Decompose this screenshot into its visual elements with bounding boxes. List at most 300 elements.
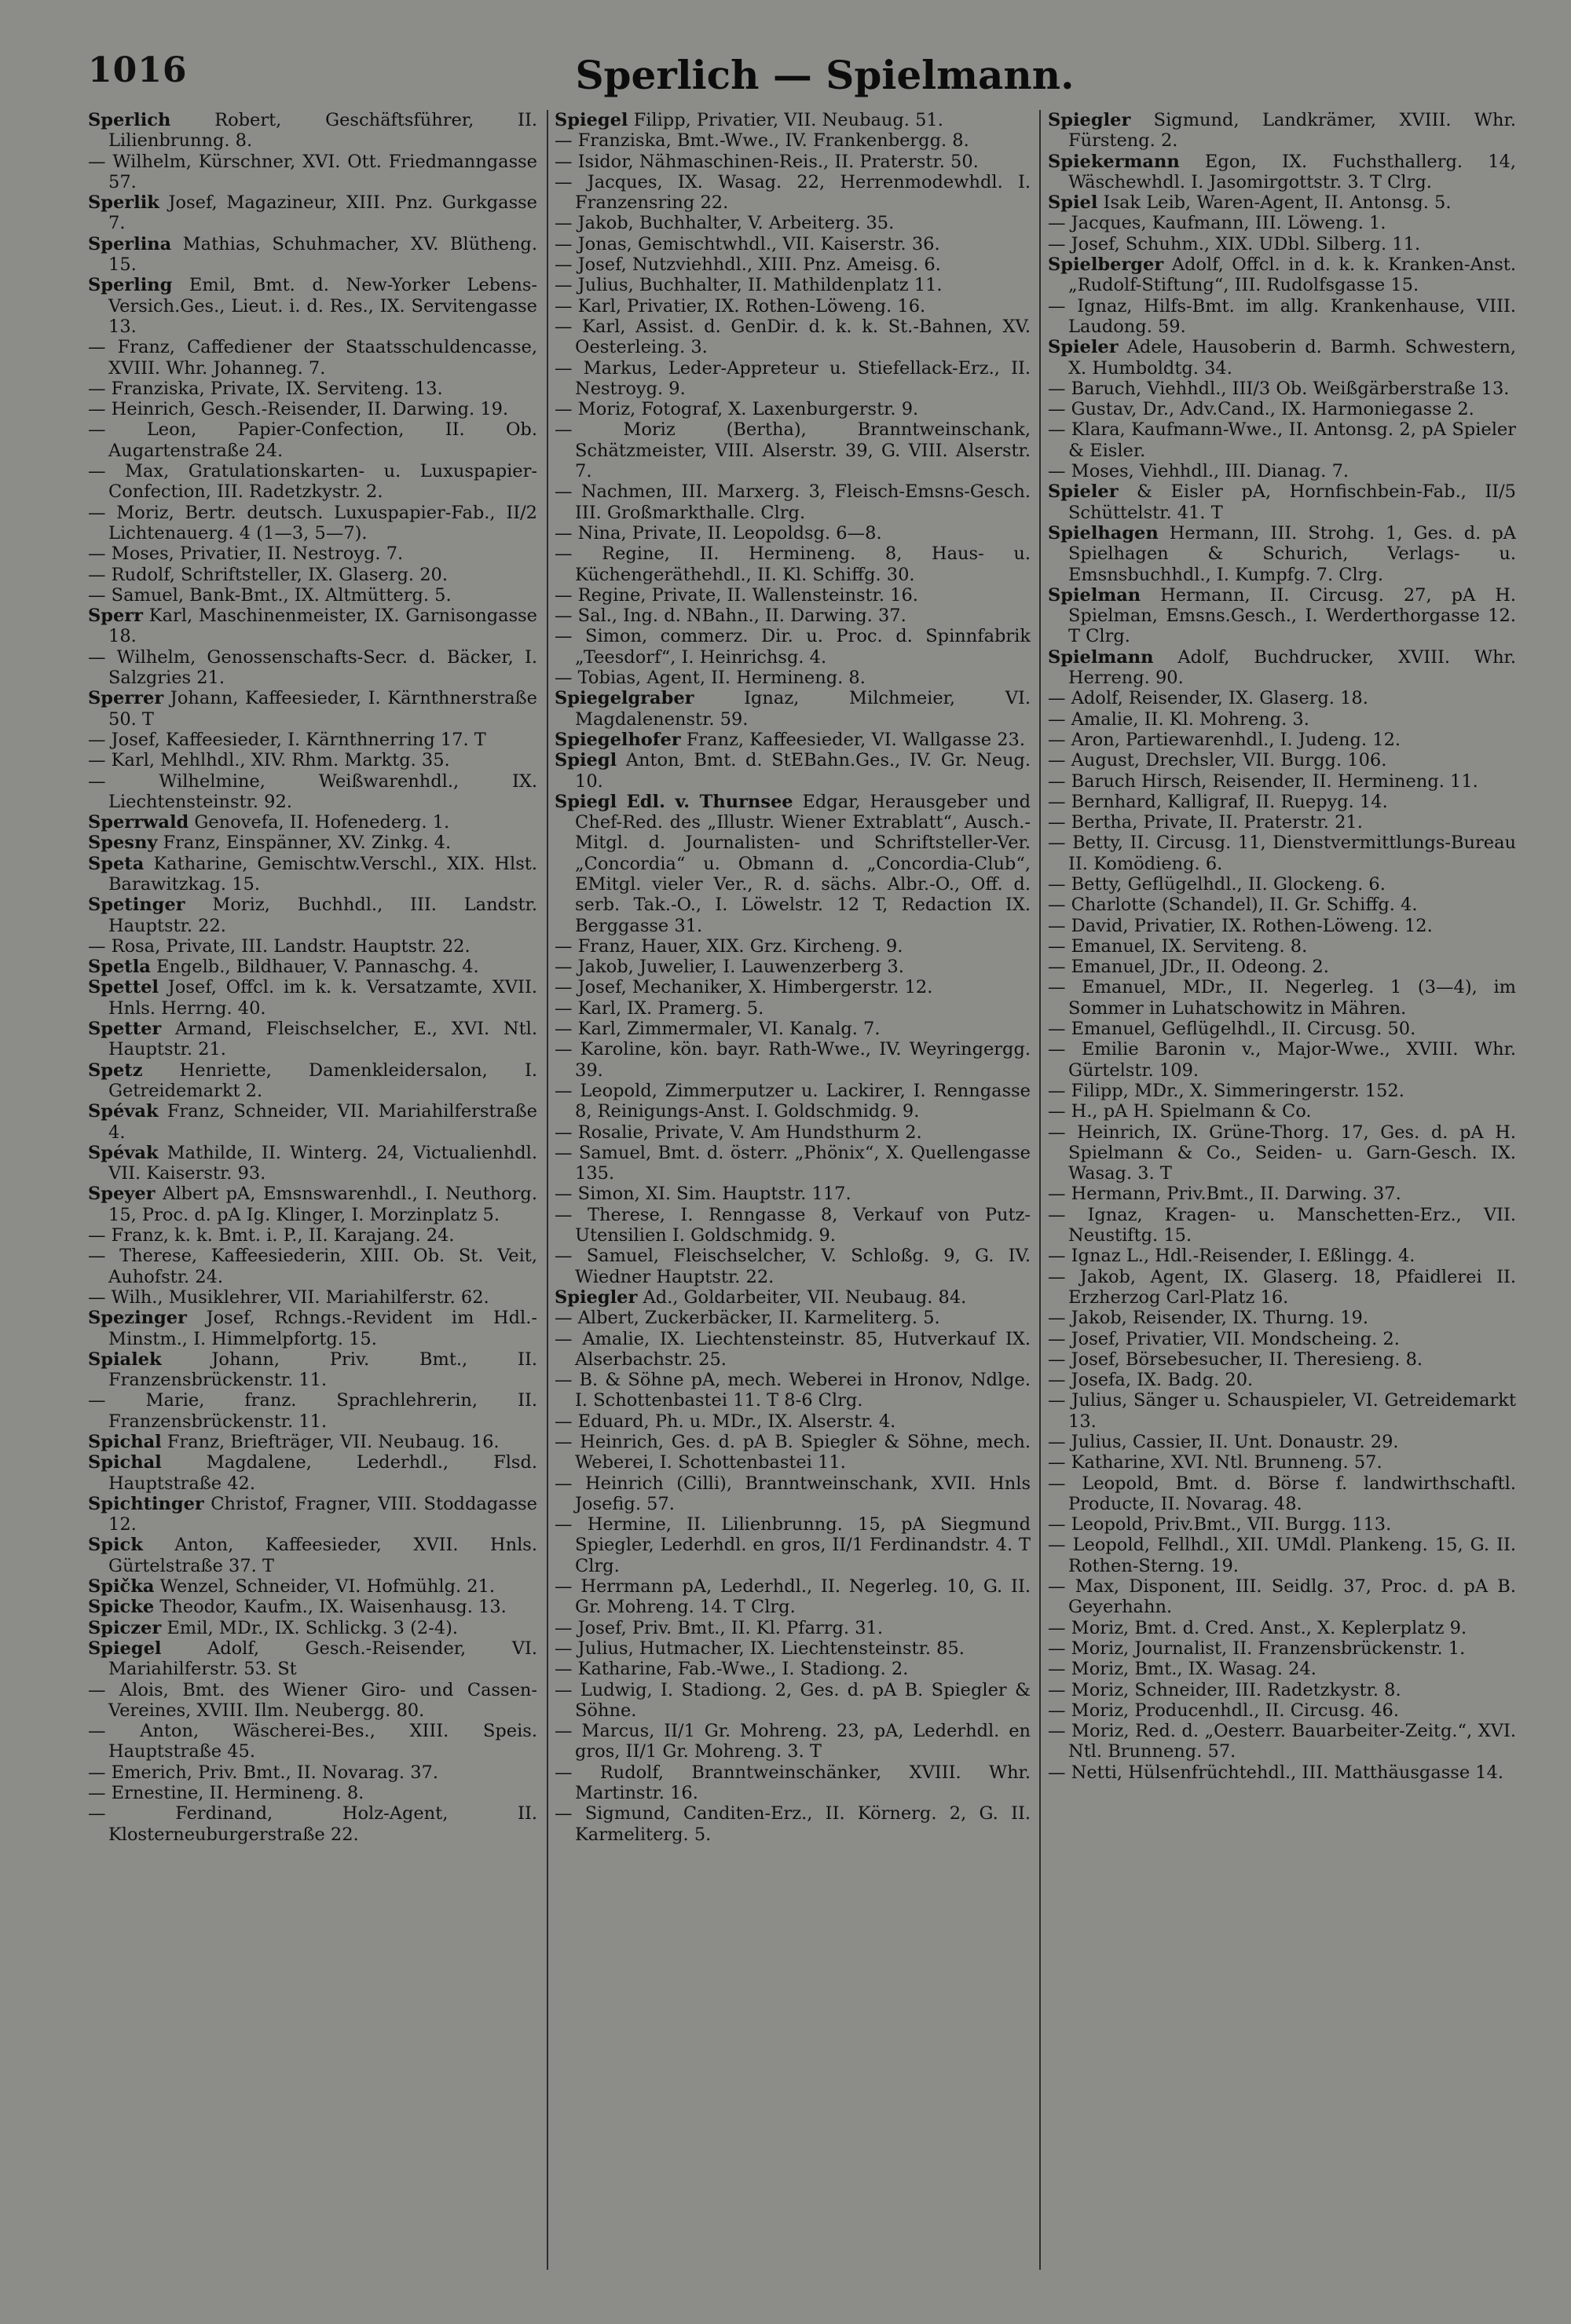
entry-details: — Wilhelm, Genossenschafts-Secr. d. Bäcker, I. Salzgries 21. [88,646,537,689]
entry-details: — Emanuel, MDr., II. Negerleg. 1 (3—4), im Sommer in Luhatschowitz in Mähren. [1048,977,1516,1019]
entry-details: — Wilhelm, Kürschner, XVI. Ott. Friedmanngasse 57. [88,151,537,192]
entry-details: — Moriz, Red. d. „Oesterr. Bauarbeiter-Zeitg.“, XVI. Ntl. Brunneng. 57. [1048,1721,1516,1762]
directory-entry [88,936,537,957]
directory-entry [88,1246,537,1287]
directory-entry [1048,296,1516,338]
entry-details: — Heinrich, Ges. d. pA B. Spiegler & Söhne, mech. Weberei, I. Schottenbastei 11. [555,1432,1031,1473]
entry-details: Ignaz, Milchmeier, VI. Magdalenenstr. 59. [575,688,1031,730]
directory-entry [88,1349,537,1391]
entry-details: — Emilie Baronin v., Major-Wwe., XVIII. Whr. Gürtelstr. 109. [1048,1039,1516,1081]
directory-entry [555,275,1031,295]
directory-entry [88,647,537,689]
entry-details: — Amalie, IX. Liechtensteinstr. 85, Hutverkauf IX. Alserbachstr. 25. [555,1328,1031,1370]
entry-details: — Ferdinand, Holz-Agent, II. Klosterneuburgerstraße 22. [88,1803,537,1845]
entry-surname: Sperling [88,275,173,296]
entry-details: — Netti, Hülsenfrüchtehdl., III. Matthäusgasse 14. [1048,1762,1504,1783]
entry-details: — Moses, Viehhdl., III. Dianag. 7. [1048,461,1349,482]
entry-details: — Adolf, Reisender, IX. Glaserg. 18. [1048,688,1368,709]
entry-details: — Karl, Mehlhdl., XIV. Rhm. Marktg. 35. [88,750,450,771]
directory-entry [88,1287,537,1308]
column-divider [1039,110,1041,2270]
directory-entry [555,585,1031,606]
entry-details: — Josef, Mechaniker, X. Himbergerstr. 12. [555,977,933,998]
entry-surname: Spiegelgraber [555,688,694,709]
directory-entry [88,234,537,276]
entry-details: — Franz, k. k. Bmt. i. P., II. Karajang. 24. [88,1225,455,1246]
directory-entry [1048,916,1516,936]
entry-details: — Moriz, Fotograf, X. Laxenburgerstr. 9. [555,399,919,420]
entry-details: — Jacques, IX. Wasag. 22, Herrenmodewhdl. I. Franzensring 22. [555,171,1031,214]
directory-entry [555,606,1031,626]
directory-entry [88,110,537,152]
directory-entry [88,957,537,977]
entry-details: — Jakob, Agent, IX. Glaserg. 18, Pfaidlerei II. Erzherzog Carl-Platz 16. [1048,1266,1516,1308]
entry-surname: Spetla [88,957,151,978]
directory-entry [88,854,537,895]
entry-surname: Sperlik [88,192,159,214]
directory-entry [555,419,1031,481]
entry-details: — Leopold, Priv.Bmt., VII. Burgg. 113. [1048,1514,1392,1535]
directory-entry [88,895,537,936]
entry-surname: Sperlina [88,233,172,254]
entry-details: — Karoline, kön. bayr. Rath-Wwe., IV. Weyringergg. 39. [555,1039,1031,1081]
entry-surname: Spévak [88,1101,159,1122]
entry-details: & Eisler pA, Hornfischbein-Fab., II/5 Schüttelstr. 41. T [1068,481,1516,523]
directory-entry [555,1618,1031,1638]
entry-details: — Rudolf, Branntweinschänker, XVIII. Whr. Martinstr. 16. [555,1762,1031,1804]
entry-details: — Wilh., Musiklehrer, VII. Mariahilferstr. 62. [88,1286,489,1308]
directory-entry [1048,1638,1516,1659]
entry-details: — Franz, Hauer, XIX. Grz. Kircheng. 9. [555,935,903,957]
directory-entry [555,1411,1031,1432]
entry-surname: Spiegel [88,1638,162,1659]
entry-details: — Leopold, Fellhdl., XII. UMdl. Plankeng. 15, G. II. Rothen-Sterng. 19. [1048,1535,1516,1576]
entry-details: — Josef, Nutzviehhdl., XIII. Pnz. Ameisg. 6. [555,254,941,276]
entry-details: — Betty, Geflügelhdl., II. Glockeng. 6. [1048,873,1386,895]
entry-surname: Spezinger [88,1308,187,1329]
entry-details: — Marcus, II/1 Gr. Mohreng. 23, pA, Lederhdl. en gros, II/1 Gr. Mohreng. 3. T [555,1721,1031,1762]
directory-entry [555,1329,1031,1371]
entry-details: Genovefa, II. Hofenederg. 1. [189,812,450,833]
entry-surname: Spiegl Edl. v. Thurnsee [555,791,793,812]
entry-details: — Ignaz, Hilfs-Bmt. im allg. Krankenhause, VIII. Laudong. 59. [1048,295,1516,337]
entry-details: — Isidor, Nähmaschinen-Reis., II. Praterstr. 50. [555,151,979,172]
entry-details: — Rosalie, Private, V. Am Hundsthurm 2. [555,1122,922,1143]
directory-entry [1048,379,1516,399]
directory-entry [88,503,537,544]
entry-details: — Josef, Priv. Bmt., II. Kl. Pfarrg. 31. [555,1617,883,1638]
directory-entry [88,565,537,585]
directory-entry [555,668,1031,688]
entry-surname: Spiczer [88,1617,162,1638]
entry-details: Karl, Maschinenmeister, IX. Garnisongasse 18. [108,606,537,647]
entry-details: Adolf, Offcl. in d. k. k. Kranken-Anst. „Rudolf-Stiftung“, III. Rudolfsgasse 15. [1068,254,1516,296]
directory-entry [1048,874,1516,895]
directory-entry [88,152,537,193]
entry-details: — Jakob, Reisender, IX. Thurng. 19. [1048,1308,1369,1329]
entry-details: Anton, Kaffeesieder, XVII. Hnls. Gürtelstraße 37. T [108,1535,537,1576]
entry-details: — Emanuel, JDr., II. Odeong. 2. [1048,957,1329,978]
entry-details: — Sigmund, Canditen-Erz., II. Körnerg. 2, G. II. Karmeliterg. 5. [555,1803,1031,1845]
directory-entry [555,1473,1031,1515]
entry-details: Robert, Geschäftsführer, II. Lilienbrunng. 8. [108,110,537,152]
entry-details: — Rudolf, Schriftsteller, IX. Glaserg. 20. [88,564,448,585]
directory-entry [555,1370,1031,1411]
entry-details: — David, Privatier, IX. Rothen-Löweng. 12. [1048,915,1433,936]
directory-entry [88,399,537,419]
page-number: 1016 [88,50,188,90]
directory-entry [1048,1535,1516,1576]
entry-details: — Samuel, Fleischselcher, V. Schloßg. 9, G. IV. Wiedner Hauptstr. 22. [555,1246,1031,1287]
directory-entry [88,1535,537,1576]
directory-entry [88,1721,537,1762]
entry-surname: Spicke [88,1597,155,1618]
directory-entry [555,317,1031,358]
directory-entry [555,481,1031,523]
directory-entry [555,792,1031,936]
entry-details: — Max, Disponent, III. Seidlg. 37, Proc. d. pA B. Geyerhahn. [1048,1576,1516,1618]
directory-entry [1048,523,1516,585]
entry-details: — Max, Gratulationskarten- u. Luxuspapier-Confection, III. Radetzkystr. 2. [88,461,537,503]
entry-surname: Spieler [1048,337,1119,358]
directory-entry [555,977,1031,997]
directory-entry [1048,192,1516,213]
entry-details: — Moses, Privatier, II. Nestroyg. 7. [88,543,404,565]
entry-details: Theodor, Kaufm., IX. Waisenhausg. 13. [154,1597,507,1618]
entry-details: Egon, IX. Fuchsthallerg. 14, Wäschewhdl. I. Jasomirgottstr. 3. T Clrg. [1068,151,1516,192]
directory-entry [88,379,537,399]
entry-details: Josef, Offcl. im k. k. Versatzamte, XVII. Hnls. Herrng. 40. [108,977,537,1019]
directory-entry [1048,1308,1516,1328]
entry-details: — Julius, Buchhalter, II. Mathildenplatz 11. [555,275,943,296]
directory-entry [88,275,537,337]
directory-entry [1048,1184,1516,1204]
entry-details: — Karl, Zimmermaler, VI. Kanalg. 7. [555,1019,881,1040]
directory-entry [555,750,1031,792]
directory-entry [1048,1618,1516,1638]
directory-entry [88,585,537,606]
directory-entry [88,1638,537,1680]
directory-entry [1048,936,1516,957]
directory-entry [88,1803,537,1845]
directory-entry [555,399,1031,419]
entry-details: — Josef, Schuhm., XIX. UDbl. Silberg. 11. [1048,233,1421,254]
directory-entry [1048,977,1516,1019]
directory-entry [1048,1370,1516,1390]
directory-entry [555,1514,1031,1576]
entry-details: — Emanuel, Geflügelhdl., II. Circusg. 50. [1048,1019,1416,1040]
entry-details: — Katharine, Fab.-Wwe., I. Stadiong. 2. [555,1659,909,1680]
entry-details: — Moriz (Bertha), Branntweinschank, Schätzmeister, VIII. Alserstr. 39, G. VIII. Alserstr. 7. [555,419,1031,482]
entry-surname: Spesny [88,833,158,854]
entry-details: Adele, Hausoberin d. Barmh. Schwestern, X. Humboldtg. 34. [1068,337,1516,379]
entry-details: — Katharine, XVI. Ntl. Brunneng. 57. [1048,1452,1382,1473]
entry-details: — H., pA H. Spielmann & Co. [1048,1101,1312,1122]
directory-entry [555,1659,1031,1679]
directory-entry [88,1143,537,1184]
directory-entry [88,1680,537,1722]
directory-entry [555,543,1031,585]
entry-details: — Nachmen, III. Marxerg. 3, Fleisch-Emsns-Gesch. III. Großmarkthalle. Clrg. [555,481,1031,523]
directory-entry [88,337,537,379]
directory-entry [88,606,537,647]
entry-details: Henriette, Damenkleidersalon, I. Getreidemarkt 2. [108,1060,537,1101]
directory-entry [555,358,1031,400]
directory-entry [555,730,1031,750]
entry-details: — Therese, I. Renngasse 8, Verkauf von Putz-Utensilien I. Goldschmidg. 9. [555,1204,1031,1246]
entry-surname: Spielberger [1048,254,1164,276]
entry-details: Armand, Fleischselcher, E., XVI. Ntl. Hauptstr. 21. [108,1019,537,1060]
directory-entry [1048,1122,1516,1184]
entry-details: — Julius, Cassier, II. Unt. Donaustr. 29. [1048,1432,1399,1452]
entry-details: Moriz, Buchhdl., III. Landstr. Hauptstr. 22. [108,895,537,936]
entry-details: — Bernhard, Kalligraf, II. Ruepyg. 14. [1048,791,1388,812]
directory-entry [88,1060,537,1102]
directory-entry [1048,1390,1516,1432]
entry-details: Sigmund, Landkrämer, XVIII. Whr. Fürsteng. 2. [1068,110,1516,152]
directory-entry [1048,1473,1516,1515]
directory-entry [1048,419,1516,461]
entry-details: — Jonas, Gemischtwhdl., VII. Kaiserstr. 36. [555,233,940,254]
directory-entry [555,1019,1031,1039]
directory-entry [88,192,537,234]
entry-details: — Wilhelmine, Weißwarenhdl., IX. Liechtensteinstr. 92. [88,770,537,812]
entry-details: — Alois, Bmt. des Wiener Giro- und Cassen-Vereines, XVIII. Ilm. Neubergg. 80. [88,1679,537,1721]
entry-surname: Spick [88,1535,143,1556]
entry-details: Mathilde, II. Winterg. 24, Victualienhdl. VII. Kaiserstr. 93. [108,1142,537,1184]
directory-entry [555,234,1031,254]
directory-entry [1048,213,1516,233]
directory-entry [88,1390,537,1432]
directory-entry [1048,688,1516,708]
entry-details: — Moriz, Bmt., IX. Wasag. 24. [1048,1659,1316,1680]
entry-details: — Aron, Partiewarenhdl., I. Judeng. 12. [1048,729,1401,750]
entry-details: — Moriz, Producenhdl., II. Circusg. 46. [1048,1700,1400,1721]
directory-entry [555,172,1031,214]
entry-surname: Sperr [88,606,144,627]
entry-surname: Spichal [88,1432,162,1452]
entry-surname: Spévak [88,1142,159,1163]
entry-surname: Spialek [88,1349,162,1370]
entry-details: — Leon, Papier-Confection, II. Ob. Augartenstraße 24. [88,419,537,461]
directory-entry [1048,812,1516,833]
directory-entry [88,1101,537,1143]
entry-surname: Spielman [1048,584,1141,606]
entry-surname: Spichtinger [88,1493,204,1514]
entry-surname: Spiel [1048,192,1098,214]
entry-details: — Hermann, Priv.Bmt., II. Darwing. 37. [1048,1184,1401,1205]
entry-details: Johann, Priv. Bmt., II. Franzensbrückenstr. 11. [108,1349,537,1391]
directory-entry [555,213,1031,233]
entry-details: — Klara, Kaufmann-Wwe., II. Antonsg. 2, pA Spieler & Eisler. [1048,419,1516,461]
entry-details: Mathias, Schuhmacher, XV. Blütheng. 15. [108,233,537,276]
entry-details: Josef, Magazineur, XIII. Pnz. Gurkgasse 7. [108,192,537,234]
entry-details: — Karl, Assist. d. GenDir. d. k. k. St.-Bahnen, XV. Oesterleing. 3. [555,316,1031,358]
directory-entry [1048,461,1516,481]
entry-details: — Amalie, II. Kl. Mohreng. 3. [1048,708,1309,730]
entry-details: — Anton, Wäscherei-Bes., XIII. Speis. Hauptstraße 45. [88,1721,537,1762]
directory-entry [1048,1452,1516,1473]
entry-details: Franz, Kaffeesieder, VI. Wallgasse 23. [680,729,1026,750]
directory-entry [555,1246,1031,1287]
directory-entry [1048,110,1516,152]
directory-entry [1048,1721,1516,1762]
entry-details: Hermann, II. Circusg. 27, pA H. Spielman, Emsns.Gesch., I. Werderthorgasse 12. T Clrg. [1068,584,1516,647]
directory-entry [1048,585,1516,647]
directory-entry [555,1432,1031,1473]
directory-entry [555,1721,1031,1762]
entry-details: Adolf, Gesch.-Reisender, VI. Mariahilferstr. 53. St [108,1638,537,1680]
directory-entry [1048,709,1516,730]
entry-surname: Sperrwald [88,812,189,833]
entry-details: — Herrmann pA, Lederhdl., II. Negerleg. 10, G. II. Gr. Mohreng. 14. T Clrg. [555,1576,1031,1618]
entry-details: Katharine, Gemischtw.Verschl., XIX. Hlst. Barawitzkag. 15. [108,853,537,895]
directory-entry [88,1019,537,1060]
directory-entry [555,998,1031,1019]
column-divider [547,110,548,2270]
entry-details: — Karl, IX. Pramerg. 5. [555,997,764,1019]
directory-entry [1048,254,1516,296]
directory-entry [555,1143,1031,1184]
entry-details: Edgar, Herausgeber und Chef-Red. des „Illustr. Wiener Extrablatt“, Ausch.-Mitgl. d. Journalisten- und Schriftsteller-Ver. „Concordia“ u. Obmann d. „Concordia-Club“, EMitgl. vieler Ver., R. d. sächs. Albr.-O., Off. d. serb. Tak.-O., I. Löwelstr. 12 T, Redaction IX. Berggasse 31. [575,791,1031,936]
entry-details: — Baruch, Viehhdl., III/3 Ob. Weißgärberstraße 13. [1048,378,1510,399]
entry-surname: Speta [88,853,145,874]
column-3 [1048,110,1516,2293]
entry-details: — Bertha, Private, II. Praterstr. 21. [1048,812,1363,833]
directory-entry [88,771,537,813]
directory-entry [555,110,1031,130]
directory-entry [1048,1039,1516,1081]
entry-surname: Spieler [1048,481,1119,503]
entry-details: Isak Leib, Waren-Agent, II. Antonsg. 5. [1097,192,1452,214]
entry-details: Anton, Bmt. d. StEBahn.Ges., IV. Gr. Neug. 10. [575,750,1031,792]
entry-details: — Emerich, Priv. Bmt., II. Novarag. 37. [88,1762,438,1783]
directory-entry [1048,1267,1516,1308]
entry-details: — Leopold, Zimmerputzer u. Lackirer, I. Renngasse 8, Reinigungs-Anst. I. Goldschmidg. 9. [555,1080,1031,1122]
entry-details: — Leopold, Bmt. d. Börse f. landwirthschaftl. Producte, II. Novarag. 48. [1048,1473,1516,1514]
entry-details: — Josefa, IX. Badg. 20. [1048,1370,1254,1391]
directory-entry [555,1803,1031,1845]
directory-entry [88,1308,537,1349]
entry-details: — Moriz, Bmt. d. Cred. Anst., X. Keplerplatz 9. [1048,1617,1467,1638]
directory-entry [1048,337,1516,379]
directory-entry [555,1680,1031,1722]
entry-details: — Franziska, Bmt.-Wwe., IV. Frankenbergg. 8. [555,130,969,152]
directory-entry [88,977,537,1019]
directory-entry [555,688,1031,730]
entry-surname: Spetz [88,1060,143,1081]
entry-details: — Tobias, Agent, II. Hermineng. 8. [555,668,866,689]
directory-entry [88,688,537,730]
entry-details: — Jakob, Buchhalter, V. Arbeiterg. 35. [555,213,895,234]
directory-entry [1048,957,1516,977]
entry-surname: Spetter [88,1019,162,1040]
directory-entry [88,1618,537,1638]
entry-details: — Jacques, Kaufmann, III. Löweng. 1. [1048,213,1386,234]
directory-entry [88,1762,537,1783]
directory-entry [1048,1659,1516,1679]
entry-details: Franz, Schneider, VII. Mariahilferstraße 4. [108,1101,537,1143]
column-2 [555,110,1031,2293]
directory-entry [1048,647,1516,689]
entry-surname: Spettel [88,977,159,998]
entry-details: — Jakob, Juwelier, I. Lauwenzerberg 3. [555,957,904,978]
directory-entry [88,1597,537,1617]
entry-details: — Eduard, Ph. u. MDr., IX. Alserstr. 4. [555,1411,896,1432]
directory-entry [555,1039,1031,1081]
entry-surname: Spiekermann [1048,151,1180,172]
entry-details: Ad., Goldarbeiter, VII. Neubaug. 84. [637,1286,967,1308]
directory-entry [88,1184,537,1225]
entry-details: — Gustav, Dr., Adv.Cand., IX. Harmoniegasse 2. [1048,399,1474,420]
directory-entry [88,750,537,770]
entry-details: Josef, Rchngs.-Revident im Hdl.-Minstm., I. Himmelpfortg. 15. [108,1308,537,1349]
directory-entry [88,730,537,750]
directory-entry [1048,792,1516,812]
directory-entry [555,1638,1031,1659]
entry-details: — Nina, Private, II. Leopoldsg. 6—8. [555,522,882,543]
entry-details: Adolf, Buchdrucker, XVIII. Whr. Herreng. 90. [1068,646,1516,689]
directory-entry [1048,730,1516,750]
entry-details: — Ignaz, Kragen- u. Manschetten-Erz., VII. Neustiftg. 15. [1048,1204,1516,1246]
directory-entry [555,1576,1031,1618]
directory-entry [1048,1576,1516,1618]
entry-details: — Regine, II. Hermineng. 8, Haus- u. Küchengeräthehdl., II. Kl. Schiffg. 30. [555,543,1031,585]
entry-details: — Heinrich, IX. Grüne-Thorg. 17, Ges. d. pA H. Spielmann & Co., Seiden- u. Garn-Gesch. IX. Wasag. 3. T [1048,1122,1516,1184]
entry-details: — Therese, Kaffeesiederin, XIII. Ob. St. Veit, Auhofstr. 24. [88,1246,537,1287]
entry-details: — Markus, Leder-Appreteur u. Stiefellack-Erz., II. Nestroyg. 9. [555,357,1031,399]
directory-entry [1048,1700,1516,1721]
entry-surname: Spielhagen [1048,522,1159,543]
entry-surname: Sperlich [88,110,171,130]
directory-entry [88,1783,537,1803]
entry-details: — Marie, franz. Sprachlehrerin, II. Franzensbrückenstr. 11. [88,1390,537,1432]
entry-details: Hermann, III. Strohg. 1, Ges. d. pA Spielhagen & Schurich, Verlags- u. Emsnsbuchhdl., I. Kumpfg. 7. Clrg. [1068,522,1516,585]
directory-entry [555,523,1031,543]
directory-entry [1048,1246,1516,1266]
directory-entry [88,812,537,833]
entry-details: — Emanuel, IX. Serviteng. 8. [1048,935,1308,957]
entry-details: — Moriz, Journalist, II. Franzensbrückenstr. 1. [1048,1638,1466,1659]
entry-details: — Ignaz L., Hdl.-Reisender, I. Eßlingg. 4. [1048,1246,1415,1267]
directory-entry [88,1225,537,1246]
entry-details: — Ernestine, II. Hermineng. 8. [88,1783,364,1804]
entry-details: — Albert, Zuckerbäcker, II. Karmeliterg. 5. [555,1308,940,1329]
directory-entry [555,1122,1031,1143]
entry-details: Magdalene, Lederhdl., Flsd. Hauptstraße 42. [108,1452,537,1494]
entry-surname: Spiegelhofer [555,729,681,750]
directory-entry [1048,399,1516,419]
directory-entry [1048,1680,1516,1700]
directory-entry [555,626,1031,668]
directory-entry [88,1576,537,1597]
entry-surname: Spielmann [1048,646,1154,668]
directory-entry [555,936,1031,957]
entry-details: Emil, Bmt. d. New-Yorker Lebens-Versich.Ges., Lieut. i. d. Res., IX. Servitengasse 13. [108,275,537,337]
entry-details: — Samuel, Bmt. d. österr. „Phönix“, X. Quellengasse 135. [555,1142,1031,1184]
entry-surname: Spiegler [555,1286,638,1308]
directory-entry [1048,1205,1516,1246]
directory-entry [1048,1349,1516,1370]
entry-surname: Speyer [88,1184,156,1205]
entry-details: — Josef, Privatier, VII. Mondscheing. 2. [1048,1328,1400,1349]
entry-details: — B. & Söhne pA, mech. Weberei in Hronov, Ndlge. I. Schottenbastei 11. T 8-6 Clrg. [555,1370,1031,1411]
entry-details: — August, Drechsler, VII. Burgg. 106. [1048,750,1387,771]
directory-entry [555,1762,1031,1804]
directory-entry [1048,895,1516,915]
directory-entry [1048,771,1516,792]
entry-details: — Charlotte (Schandel), II. Gr. Schiffg. 4. [1048,895,1418,916]
